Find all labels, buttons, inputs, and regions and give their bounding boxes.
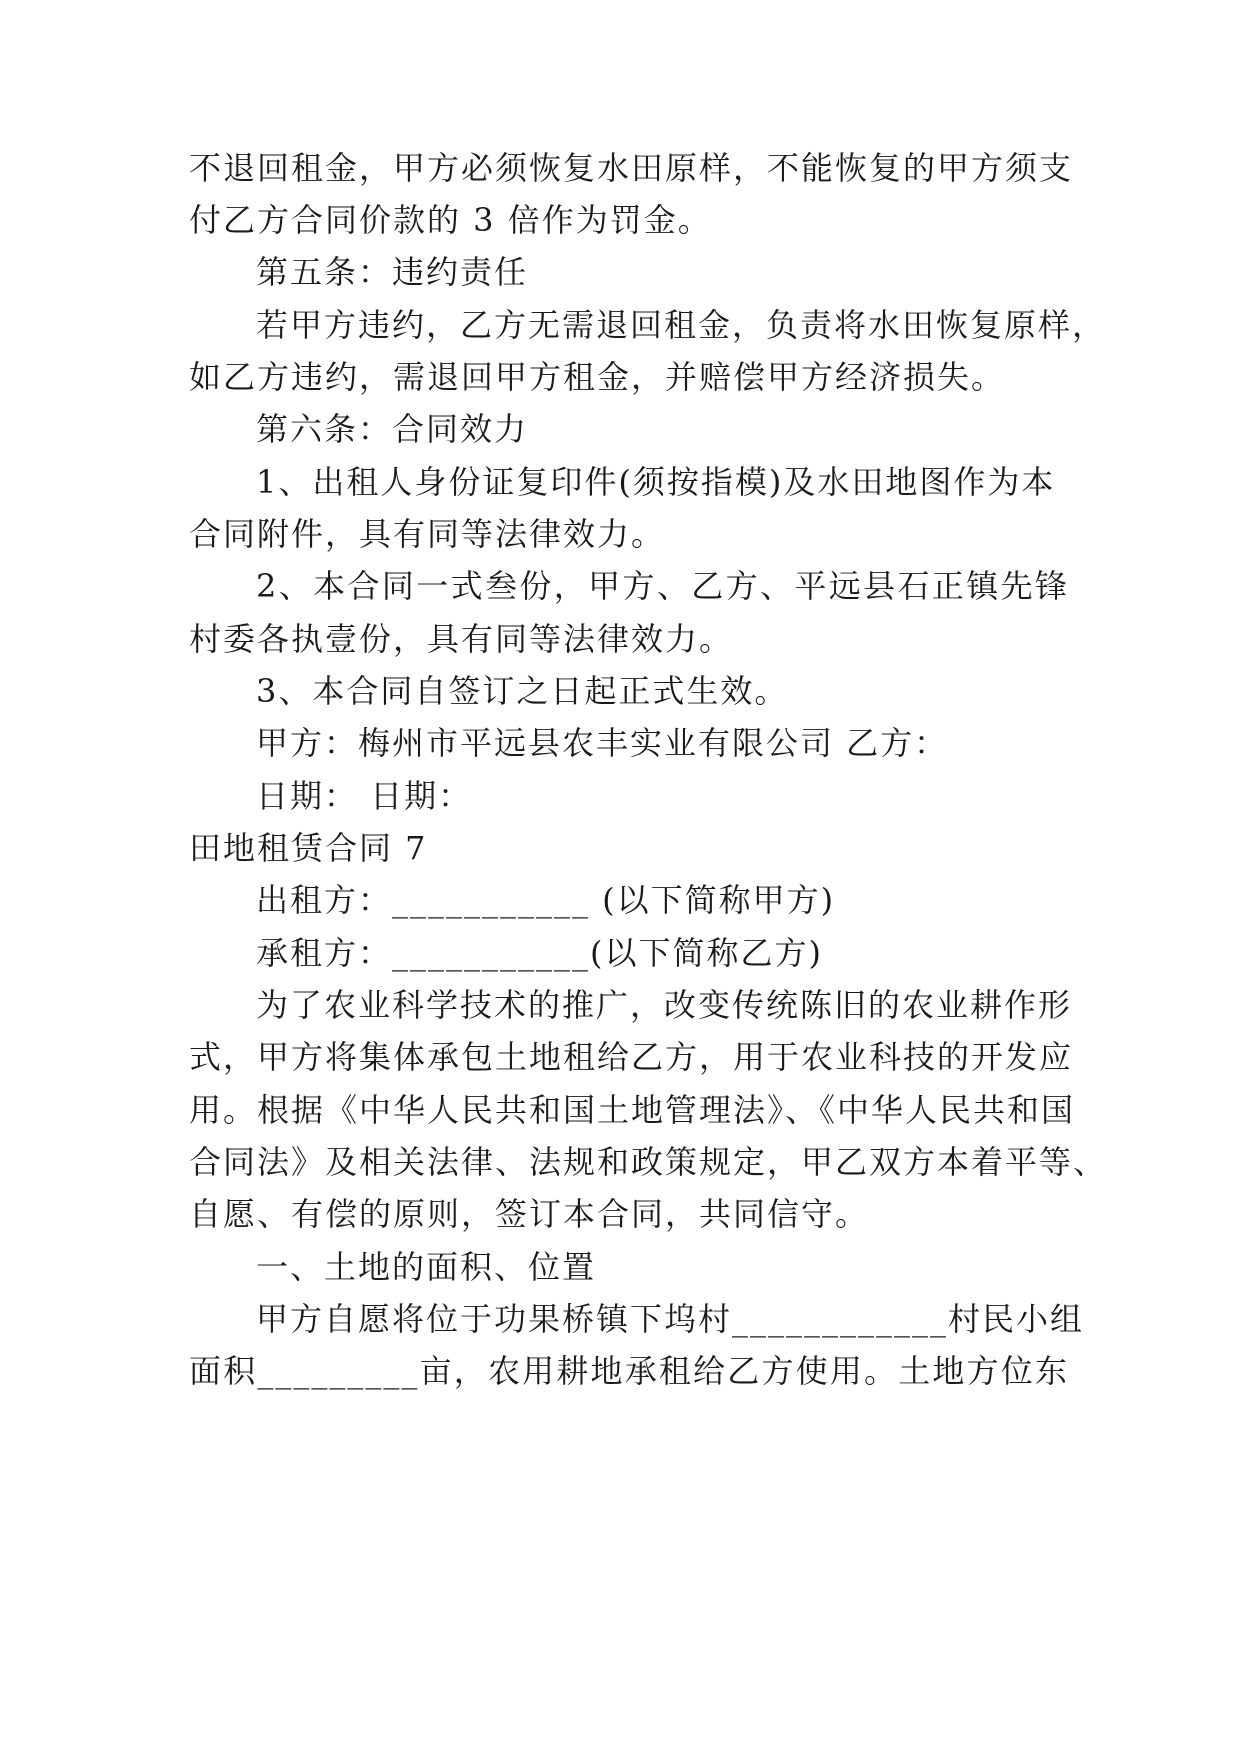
paragraph-line: 甲方自愿将位于功果桥镇下坞村____________村民小组 xyxy=(256,1300,1085,1338)
paragraph-line: 村委各执壹份，具有同等法律效力。 xyxy=(189,620,734,658)
paragraph-line: 为了农业科学技术的推广，改变传统陈旧的农业耕作形 xyxy=(256,986,1073,1024)
paragraph-line: 用。根据《中华人民共和国土地管理法》、《中华人民共和国 xyxy=(189,1091,1076,1129)
paragraph-line: 式，甲方将集体承包土地租给乙方，用于农业科技的开发应 xyxy=(189,1038,1074,1076)
paragraph-line: 合同附件，具有同等法律效力。 xyxy=(189,515,666,553)
lessee-line: 承租方：___________(以下简称乙方) xyxy=(256,934,823,972)
section-heading: 第五条：违约责任 xyxy=(256,253,529,291)
paragraph-line: 合同法》及相关法律、法规和政策规定，甲乙双方本着平等、 xyxy=(189,1143,1108,1181)
section-heading: 第六条：合同效力 xyxy=(256,410,529,448)
paragraph-line: 2、本合同一式叁份，甲方、乙方、平远县石正镇先锋 xyxy=(256,567,1069,605)
paragraph-line: 不退回租金，甲方必须恢复水田原样，不能恢复的甲方须支 xyxy=(189,149,1074,187)
paragraph-line: 面积_________亩，农用耕地承租给乙方使用。土地方位东 xyxy=(189,1352,1069,1390)
paragraph-line: 付乙方合同价款的 3 倍作为罚金。 xyxy=(189,201,712,239)
paragraph-line: 1、出租人身份证复印件(须按指模)及水田地图作为本 xyxy=(256,463,1056,501)
paragraph-line: 若甲方违约，乙方无需退回租金，负责将水田恢复原样， xyxy=(256,306,1107,344)
date-line: 日期： 日期： xyxy=(256,777,473,815)
lessor-line: 出租方：___________ (以下简称甲方) xyxy=(256,881,836,919)
signature-line: 甲方：梅州市平远县农丰实业有限公司 乙方： xyxy=(256,724,949,762)
paragraph-line: 3、本合同自签订之日起正式生效。 xyxy=(256,672,789,710)
paragraph-line: 如乙方违约，需退回甲方租金，并赔偿甲方经济损失。 xyxy=(189,358,1006,396)
section-heading: 一、土地的面积、位置 xyxy=(256,1248,597,1286)
document-title: 田地租赁合同 7 xyxy=(189,829,428,867)
paragraph-line: 自愿、有偿的原则，签订本合同，共同信守。 xyxy=(189,1195,870,1233)
